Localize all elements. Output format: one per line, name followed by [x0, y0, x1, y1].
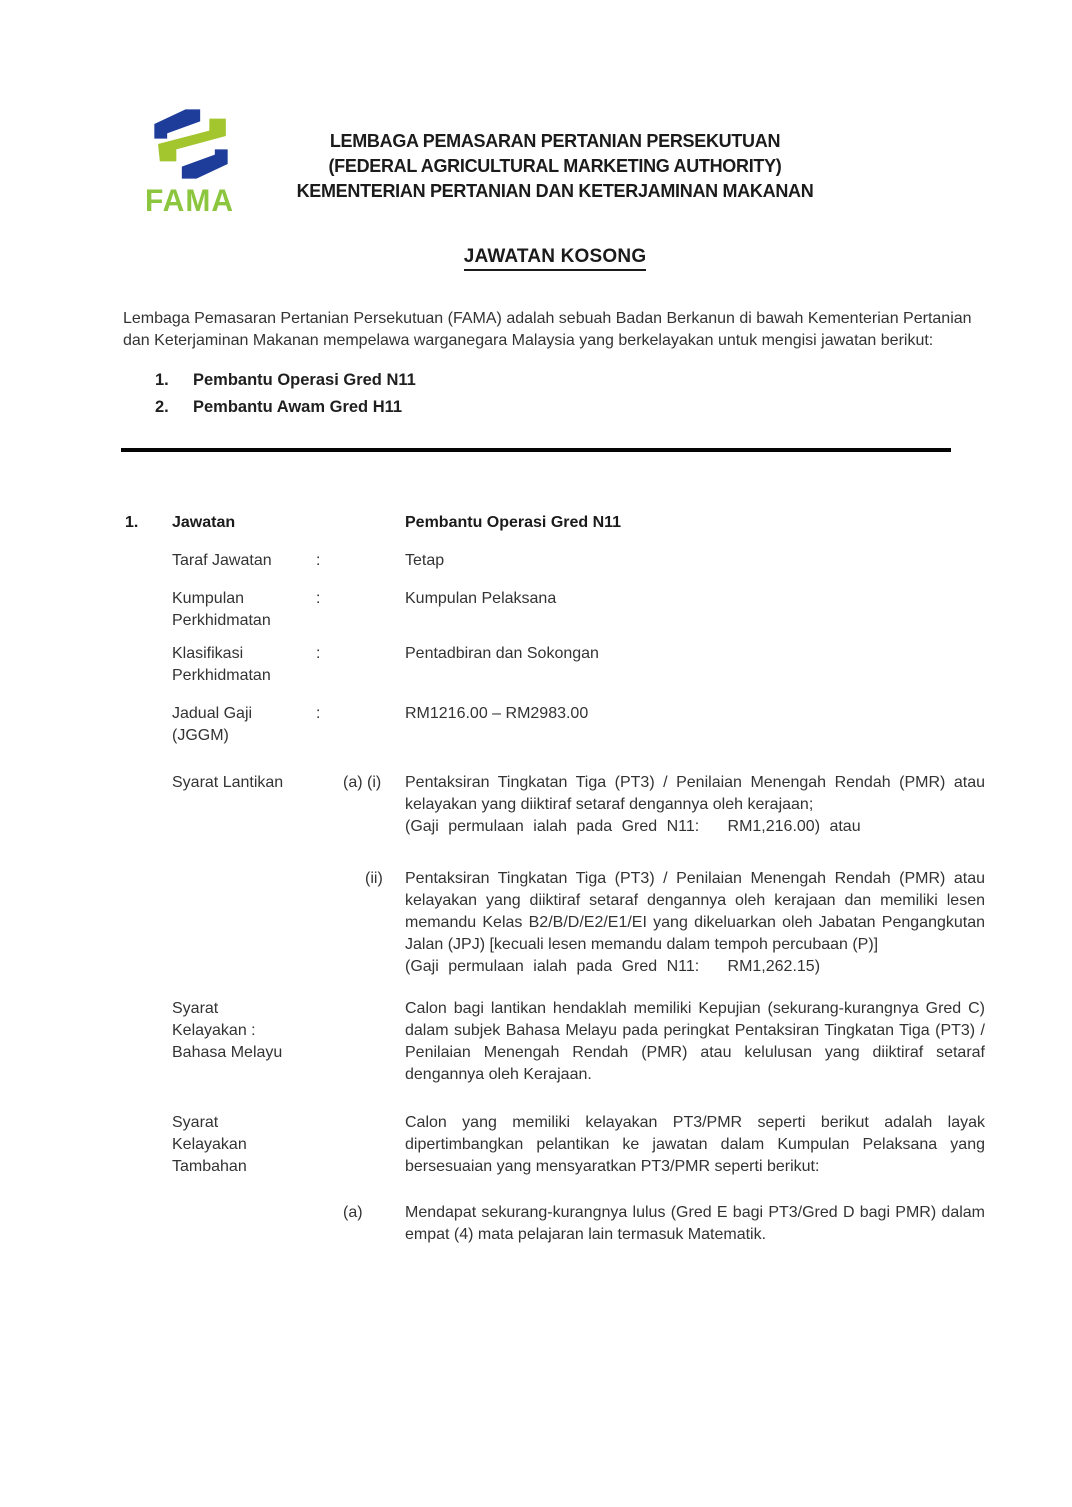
org-header	[125, 129, 985, 204]
detail-value	[405, 588, 985, 632]
detail-label-line: Jadual Gaji	[172, 705, 253, 722]
detail-number: 1.	[125, 514, 139, 531]
detail-row	[125, 643, 985, 687]
detail-value-paragraph: Kumpulan Pelaksana	[405, 590, 557, 607]
detail-marker	[343, 643, 405, 687]
detail-label	[172, 588, 316, 632]
detail-marker	[343, 1112, 405, 1178]
intro-paragraph: Lembaga Pemasaran Pertanian Persekutuan (FAMA) adalah sebuah Badan Berkanun di bawah Kementerian Pertanian dan Keterjaminan Makanan mempelawa warganegara Malaysia yang berkelayakan untuk mengisi jawatan berikut:	[123, 310, 972, 349]
detail-label-line: Jawatan	[172, 514, 236, 531]
org-line-1: LEMBAGA PEMASARAN PERTANIAN PERSEKUTUAN	[329, 131, 781, 151]
detail-marker: (a)	[343, 1204, 363, 1221]
detail-label-line: Taraf Jawatan	[172, 552, 272, 569]
detail-label-line: Perkhidmatan	[172, 667, 271, 684]
detail-label-line: Kumpulan	[172, 590, 245, 607]
detail-number	[125, 550, 172, 572]
detail-value-paragraph: Calon bagi lantikan hendaklah memiliki Kepujian (sekurang-kurangnya Gred C) dalam subjek Bahasa Melayu pada peringkat Pentaksiran Tingkatan Tiga (PT3) / Penilaian Menengah Rendah (PMR) atau kelulusan yang diiktiraf setaraf dengannya oleh Kerajaan.	[405, 1000, 985, 1083]
detail-value	[405, 550, 985, 572]
org-line-2: (FEDERAL AGRICULTURAL MARKETING AUTHORITY)	[328, 156, 782, 176]
detail-colon: :	[316, 590, 321, 607]
detail-number	[125, 1112, 172, 1178]
detail-value-paragraph: (Gaji permulaan ialah pada Gred N11: RM1,262.15)	[405, 958, 821, 975]
detail-label-line: Syarat Lantikan	[172, 774, 284, 791]
detail-label-line: Bahasa Melayu	[172, 1044, 283, 1061]
detail-value-paragraph: Pentaksiran Tingkatan Tiga (PT3) / Penilaian Menengah Rendah (PMR) atau kelayakan yang diiktiraf setaraf dengannya oleh kerajaan dan memiliki lesen memandu Kelas B2/B/D/E2/E1/EI yang dikeluarkan oleh Jabatan Pengangkutan Jalan (JPJ) [kecuali lesen memandu dalam tempoh percubaan (P)]	[405, 870, 985, 953]
detail-number	[125, 772, 172, 838]
detail-label-line: Klasifikasi	[172, 645, 244, 662]
detail-label-line: Tambahan	[172, 1158, 247, 1175]
detail-label	[172, 550, 316, 572]
detail-label	[172, 643, 316, 687]
detail-label	[172, 868, 316, 978]
vacancy-number: 1.	[155, 371, 169, 389]
detail-label-line: (JGGM)	[172, 727, 229, 744]
detail-marker: (ii)	[365, 870, 383, 887]
detail-row	[125, 588, 985, 632]
detail-value-paragraph: RM1216.00 – RM2983.00	[405, 705, 589, 722]
detail-row	[125, 550, 985, 572]
detail-label	[172, 1112, 316, 1178]
detail-colon	[316, 1202, 343, 1246]
vacancy-title: Pembantu Awam Gred H11	[193, 398, 403, 416]
detail-label-line: Syarat	[172, 1000, 219, 1017]
detail-number	[125, 868, 172, 978]
detail-label	[172, 512, 316, 534]
detail-row	[125, 868, 985, 978]
detail-number	[125, 588, 172, 632]
detail-value-paragraph: (Gaji permulaan ialah pada Gred N11: RM1,216.00) atau	[405, 818, 861, 835]
detail-colon	[316, 868, 343, 978]
detail-value	[405, 703, 985, 747]
detail-row	[125, 772, 985, 838]
detail-colon	[316, 998, 343, 1086]
detail-marker	[343, 512, 405, 534]
vacancy-title: Pembantu Operasi Gred N11	[193, 371, 416, 389]
detail-row	[125, 512, 985, 534]
detail-number	[125, 998, 172, 1086]
detail-value	[405, 512, 985, 534]
detail-value-paragraph: Mendapat sekurang-kurangnya lulus (Gred E bagi PT3/Gred D bagi PMR) dalam empat (4) mata pelajaran lain termasuk Matematik.	[405, 1204, 985, 1243]
vacancy-list	[125, 367, 985, 421]
document-title: JAWATAN KOSONG	[125, 246, 985, 271]
detail-label-line: Perkhidmatan	[172, 612, 271, 629]
detail-colon	[316, 512, 343, 534]
detail-value	[405, 1112, 985, 1178]
detail-label	[172, 772, 316, 838]
detail-row	[125, 703, 985, 747]
detail-marker	[343, 998, 405, 1086]
org-line-3: KEMENTERIAN PERTANIAN DAN KETERJAMINAN MAKANAN	[296, 181, 814, 201]
detail-colon	[316, 1112, 343, 1178]
detail-value	[405, 868, 985, 978]
detail-value-paragraph: Pentaksiran Tingkatan Tiga (PT3) / Penilaian Menengah Rendah (PMR) atau kelayakan yang diiktiraf setaraf dengannya oleh kerajaan;	[405, 774, 985, 813]
detail-value-paragraph: Tetap	[405, 552, 445, 569]
detail-marker	[343, 550, 405, 572]
detail-value-paragraph: Pembantu Operasi Gred N11	[405, 514, 622, 531]
detail-number	[125, 703, 172, 747]
detail-colon: :	[316, 705, 321, 722]
detail-value	[405, 998, 985, 1086]
vacancy-item	[125, 394, 985, 421]
vacancy-item	[125, 367, 985, 394]
detail-number	[125, 643, 172, 687]
detail-row	[125, 998, 985, 1086]
detail-label	[172, 998, 316, 1086]
detail-colon	[316, 772, 343, 838]
detail-label-line: Kelayakan	[172, 1136, 247, 1153]
detail-colon: :	[316, 552, 321, 569]
detail-label-line: Kelayakan :	[172, 1022, 256, 1039]
detail-row	[125, 1202, 985, 1246]
detail-colon: :	[316, 645, 321, 662]
detail-value-paragraph: Pentadbiran dan Sokongan	[405, 645, 599, 662]
detail-value	[405, 772, 985, 838]
detail-number	[125, 1202, 172, 1246]
detail-value	[405, 1202, 985, 1246]
detail-marker	[343, 588, 405, 632]
detail-marker	[343, 703, 405, 747]
section-divider	[121, 448, 951, 452]
vacancy-number: 2.	[155, 398, 169, 416]
detail-label	[172, 1202, 316, 1246]
detail-label	[172, 703, 316, 747]
fama-wordmark: FAMA	[145, 183, 234, 219]
detail-value-paragraph: Calon yang memiliki kelayakan PT3/PMR seperti berikut adalah layak dipertimbangkan pelantikan ke jawatan dalam Kumpulan Pelaksana yang bersesuaian yang mensyaratkan PT3/PMR seperti berikut:	[405, 1114, 985, 1175]
detail-row	[125, 1112, 985, 1178]
detail-marker: (a) (i)	[343, 774, 382, 791]
detail-value	[405, 643, 985, 687]
detail-label-line: Syarat	[172, 1114, 219, 1131]
